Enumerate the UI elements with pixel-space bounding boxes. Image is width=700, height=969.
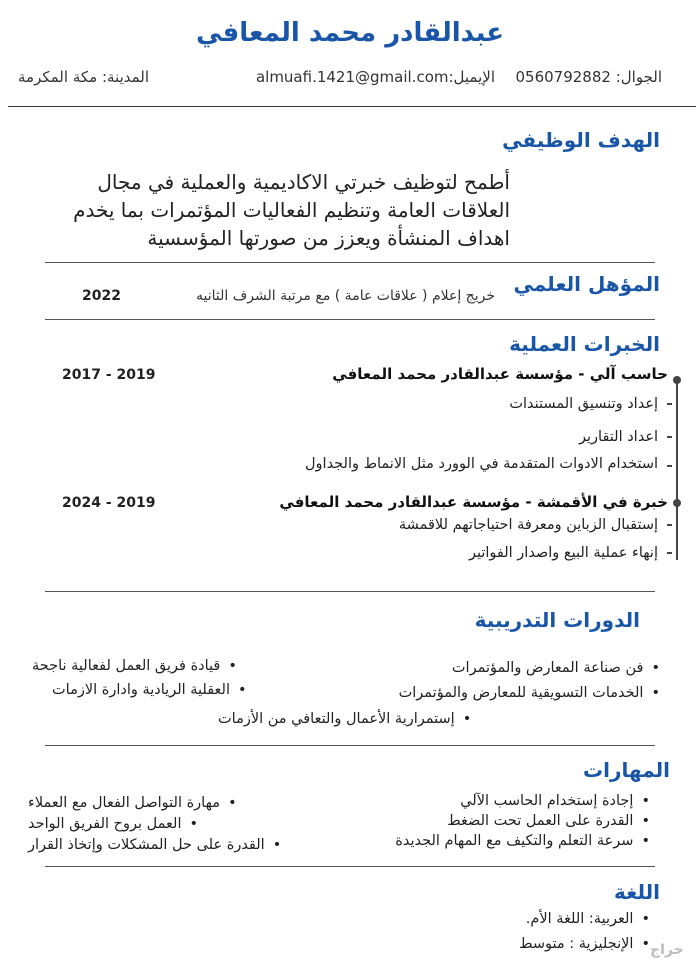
language-item: • العربية: اللغة الأم. [526,911,650,927]
course-item: • فن صناعة المعارض والمؤتمرات [452,660,660,676]
candidate-name: عبدالقادر محمد المعافي [195,18,505,48]
email: الإيميل:almuafi.1421@gmail.com [255,68,495,86]
job-title: حاسب آلي - مؤسسة عبدالقادر محمد المعافي [332,365,668,383]
city: المدينة: مكة المكرمة [18,68,150,86]
skill-item: • إجادة إستخدام الحاسب الآلي [460,793,650,809]
watermark: حراج [650,942,684,958]
objective-text: أطمح لتوظيف خبرتي الاكاديمية والعملية في مجال العلاقات العامة وتنظيم الفعاليات المؤتمرات بما يخدم اهداف المنشأة ويعزز من صورتها المؤسسية [73,170,510,250]
course-item: • قيادة فريق العمل لفعالية ناجحة [32,658,237,674]
language-title: اللغة [614,880,660,904]
graduation-year: 2022 [82,288,121,304]
divider [45,591,655,592]
skill-item: • سرعة التعلم والتكيف مع المهام الجديدة [395,833,650,849]
job-duty: استخدام الادوات المتقدمة في الوورد مثل الانماط والجداول [305,456,658,472]
phone: الجوال: 0560792882 [515,68,662,86]
timeline-line [676,380,678,560]
course-item: • الخدمات التسويقية للمعارض والمؤتمرات [399,685,660,701]
objective-title: الهدف الوظيفي [502,128,660,152]
skill-item: • مهارة التواصل الفعال مع العملاء [28,795,237,811]
job-years: 2017 - 2019 [62,367,156,383]
courses-title: الدورات التدريبية [474,608,640,632]
timeline-dot [673,376,681,384]
divider [45,319,655,320]
degree: خريج إعلام ( علاقات عامة ) مع مرتبة الشرف الثانيه [196,288,495,304]
header-divider [8,106,696,107]
skill-item: • القدرة على حل المشكلات وإتخاذ القرار [28,837,281,853]
job-duty: إنهاء عملية البيع واصدار الفواتير [468,545,658,561]
course-item: • العقلية الريادية وادارة الازمات [52,682,247,698]
job-duty: اعداد التقارير [579,429,658,445]
timeline-dot [673,499,681,507]
language-item: • الإنجليزية : متوسط [519,936,650,952]
divider [45,745,655,746]
skills-title: المهارات [583,758,670,782]
job-duty: إستقبال الزباين ومعرفة احتياجاتهم للاقمشة [398,517,658,533]
divider [45,866,655,867]
job-title: خبرة في الأقمشة - مؤسسة عبدالقادر محمد المعافي [279,493,668,511]
divider [45,262,655,263]
skill-item: • القدرة على العمل تحت الضغط [447,813,650,829]
experience-title: الخبرات العملية [509,332,660,356]
skill-item: • العمل بروح الفريق الواحد [28,816,198,832]
job-years: 2024 - 2019 [62,495,156,511]
education-title: المؤهل العلمي [513,272,660,296]
course-item: • إستمرارية الأعمال والتعافي من الأزمات [218,711,471,727]
job-duty: إعداد وتنسيق المستندات [509,396,658,412]
